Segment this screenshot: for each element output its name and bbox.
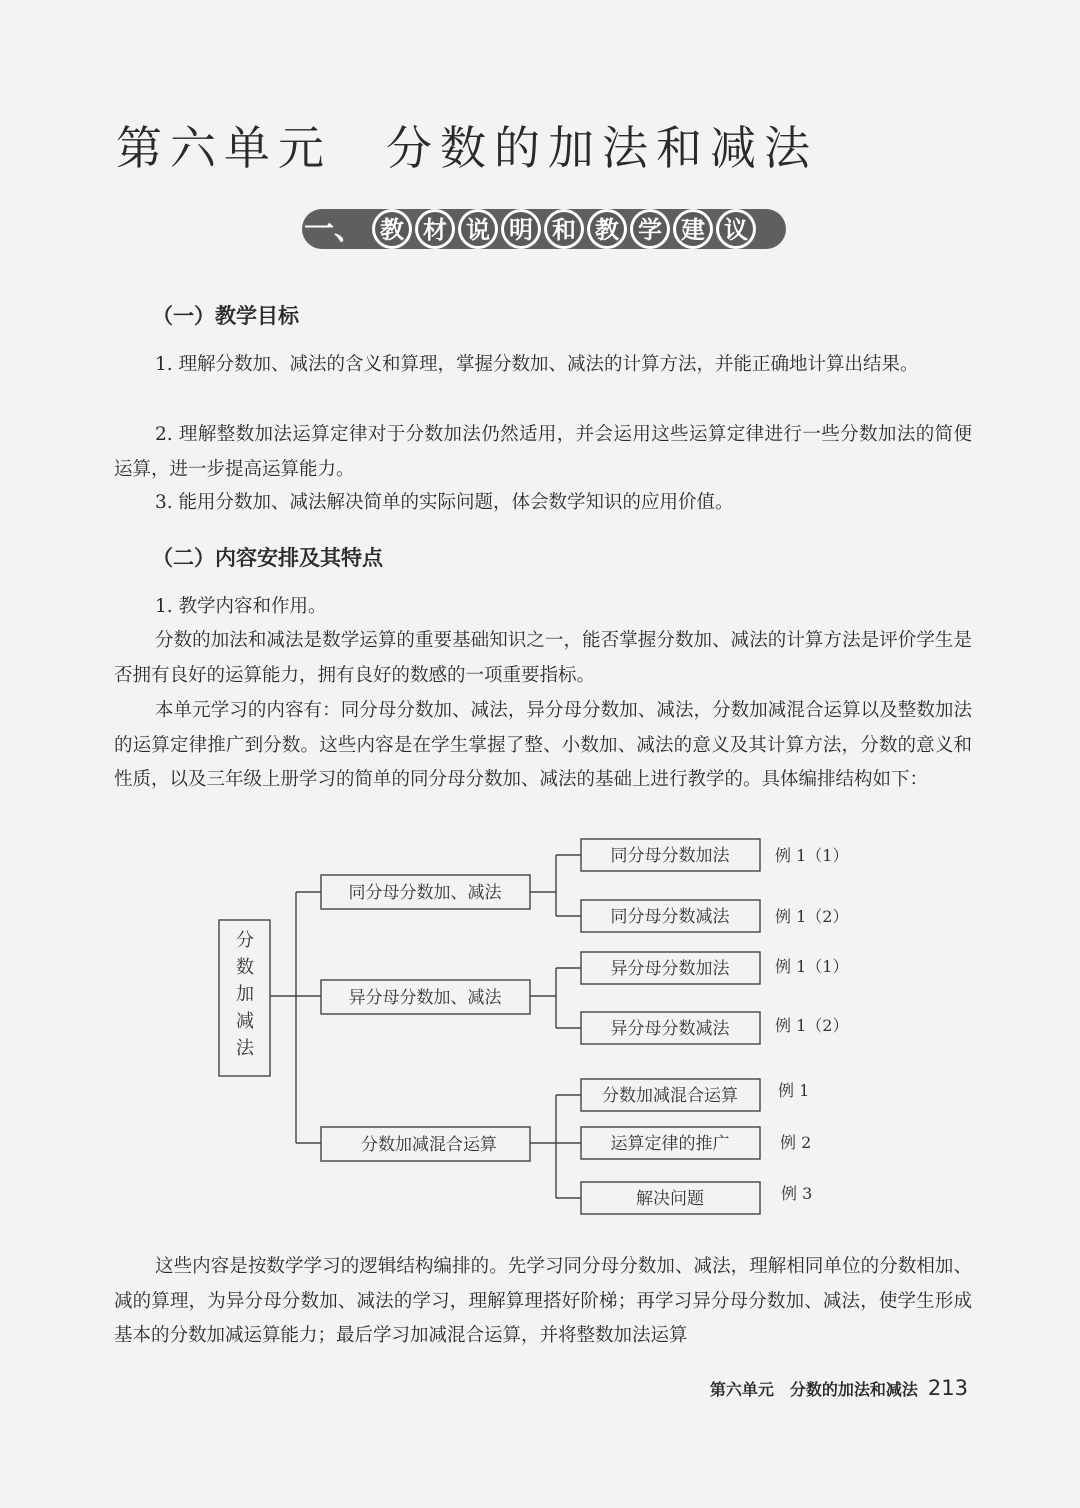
banner-char: 建 xyxy=(681,216,705,244)
leaf-label: 异分母分数减法 xyxy=(610,1019,730,1039)
level2-label: 分数加减混合运算 xyxy=(361,1135,497,1155)
content-paragraph-1: 分数的加法和减法是数学运算的重要基础知识之一，能否掌握分数加、减法的计算方法是评价学生是否拥有良好的运算能力，拥有良好的数感的一项重要指标。 xyxy=(114,630,972,686)
root-char: 数 xyxy=(236,957,254,978)
goal-item-1: 1. 理解分数加、减法的含义和算理，掌握分数加、减法的计算方法，并能正确地计算出结果。 xyxy=(155,354,919,375)
root-char: 减 xyxy=(236,1011,254,1032)
root-char: 加 xyxy=(236,984,254,1005)
section-heading-content: （二）内容安排及其特点 xyxy=(152,546,383,570)
content-paragraph-2: 本单元学习的内容有：同分母分数加、减法，异分母分数加、减法，分数加减混合运算以及整数加法的运算定律推广到分数。这些内容是在学生掌握了整、小数加、减法的意义及其计算方法，分数的意义和性质，以及三年级上册学习的简单的同分母分数加、减法的基础上进行教学的。具体编排结构如下： xyxy=(114,700,972,790)
leaf-label: 分数加减混合运算 xyxy=(602,1086,738,1106)
page-footer xyxy=(710,1376,968,1400)
content-paragraph-3: 这些内容是按数学学习的逻辑结构编排的。先学习同分母分数加、减法，理解相同单位的分数相加、减的算理，为异分母分数加、减法的学习，理解算理搭好阶梯；再学习异分母分数加、减法，使学生形成基本的分数加减运算能力；最后学习加减混合运算，并将整数加法运算 xyxy=(114,1256,972,1346)
content-subheading: 1. 教学内容和作用。 xyxy=(155,596,327,617)
root-char: 分 xyxy=(236,930,254,951)
banner-char: 学 xyxy=(638,216,662,244)
level2-label: 异分母分数加、减法 xyxy=(348,988,502,1008)
example-label: 例 3 xyxy=(781,1184,813,1203)
structure-diagram xyxy=(0,830,1080,1230)
chapter-title: 第六单元 分数的加法和减法 xyxy=(116,121,818,175)
banner-char: 议 xyxy=(724,216,748,244)
goal-item-3: 3. 能用分数加、减法解决简单的实际问题，体会数学知识的应用价值。 xyxy=(155,492,734,513)
banner-char: 材 xyxy=(423,216,447,244)
root-char: 法 xyxy=(236,1038,254,1059)
leaf-label: 同分母分数加法 xyxy=(610,846,730,866)
banner-char: 教 xyxy=(380,216,404,244)
banner-char: 明 xyxy=(509,216,533,244)
level2-label: 同分母分数加、减法 xyxy=(348,883,502,903)
leaf-label: 同分母分数减法 xyxy=(610,907,730,927)
leaf-label: 运算定律的推广 xyxy=(610,1134,730,1154)
example-label: 例 1 xyxy=(778,1081,810,1100)
banner-lead: 一、 xyxy=(304,212,364,247)
section-banner xyxy=(300,204,788,254)
banner-char: 教 xyxy=(595,216,619,244)
leaf-label: 异分母分数加法 xyxy=(610,959,730,979)
example-label: 例 1（1） xyxy=(775,957,849,976)
example-label: 例 2 xyxy=(780,1133,812,1152)
page-number: 213 xyxy=(927,1376,968,1400)
example-label: 例 1（2） xyxy=(775,907,849,926)
example-label: 例 1（1） xyxy=(775,846,849,865)
goal-item-2: 2. 理解整数加法运算定律对于分数加法仍然适用，并会运用这些运算定律进行一些分数加法的简便运算，进一步提高运算能力。 xyxy=(114,424,972,480)
banner-char: 说 xyxy=(466,216,490,244)
footer-running-title: 第六单元 分数的加法和减法 xyxy=(709,1380,918,1399)
section-heading-goals: （一）教学目标 xyxy=(152,304,299,328)
leaf-label: 解决问题 xyxy=(636,1189,704,1209)
banner-char: 和 xyxy=(552,216,576,244)
banner-chars xyxy=(372,209,756,249)
example-label: 例 1（2） xyxy=(775,1016,849,1035)
